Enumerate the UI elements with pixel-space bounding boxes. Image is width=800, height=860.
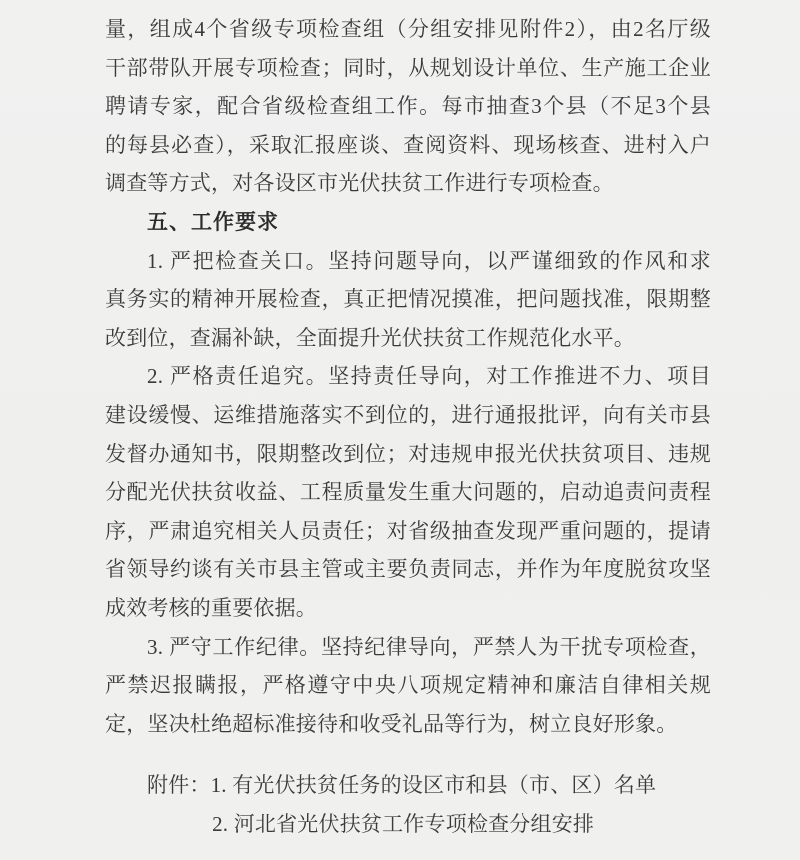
text-line: 1. 严把检查关口。坚持问题导向，以严谨细致的作风和求 [147, 248, 711, 273]
text-line: 聘请专家，配合省级检查组工作。每市抽查3个县（不足3个县 [105, 94, 711, 119]
text-line: 量，组成4个省级专项检查组（分组安排见附件2），由2名厅级 [105, 17, 711, 41]
text-line: 建设缓慢、运维措施落实不到位的，进行通报批评，向有关市县 [105, 402, 711, 427]
text-line: 的每县必查），采取汇报座谈、查阅资料、现场核查、进村入户 [105, 132, 711, 157]
text-line: 分配光伏扶贫收益、工程质量发生重大问题的，启动追责问责程 [105, 480, 711, 505]
text-line: 发督办通知书，限期整改到位；对违规申报光伏扶贫项目、违规 [105, 441, 711, 466]
attachments-line: 2. 河北省光伏扶贫工作专项检查分组安排 [212, 811, 595, 836]
text-line: 定，坚决杜绝超标准接待和收受礼品等行为，树立良好形象。 [105, 711, 678, 736]
text-line: 干部带队开展专项检查；同时，从规划设计单位、生产施工企业 [105, 55, 711, 80]
text-line: 2. 严格责任追究。坚持责任导向，对工作推进不力、项目 [147, 364, 711, 389]
text-line: 序，严肃追究相关人员责任；对省级抽查发现严重问题的，提请 [105, 518, 711, 543]
text-line: 成效考核的重要依据。 [105, 595, 317, 620]
text-line: 调查等方式，对各设区市光伏扶贫工作进行专项检查。 [105, 171, 614, 196]
text-line: 真务实的精神开展检查，真正把情况摸准，把问题找准，限期整 [105, 287, 711, 312]
document-body [105, 10, 711, 843]
text-line: 省领导约谈有关市县主管或主要负责同志，并作为年度脱贫攻坚 [105, 557, 711, 582]
text-line: 3. 严守工作纪律。坚持纪律导向，严禁人为干扰专项检查， [147, 634, 711, 659]
text-line: 严禁迟报瞒报，严格遵守中央八项规定精神和廉洁自律相关规 [105, 673, 711, 698]
section-heading: 五、工作要求 [147, 209, 279, 234]
text-line: 改到位，查漏补缺，全面提升光伏扶贫工作规范化水平。 [105, 325, 635, 350]
attachments-line: 附件：1. 有光伏扶贫任务的设区市和县（市、区）名单 [147, 773, 657, 798]
